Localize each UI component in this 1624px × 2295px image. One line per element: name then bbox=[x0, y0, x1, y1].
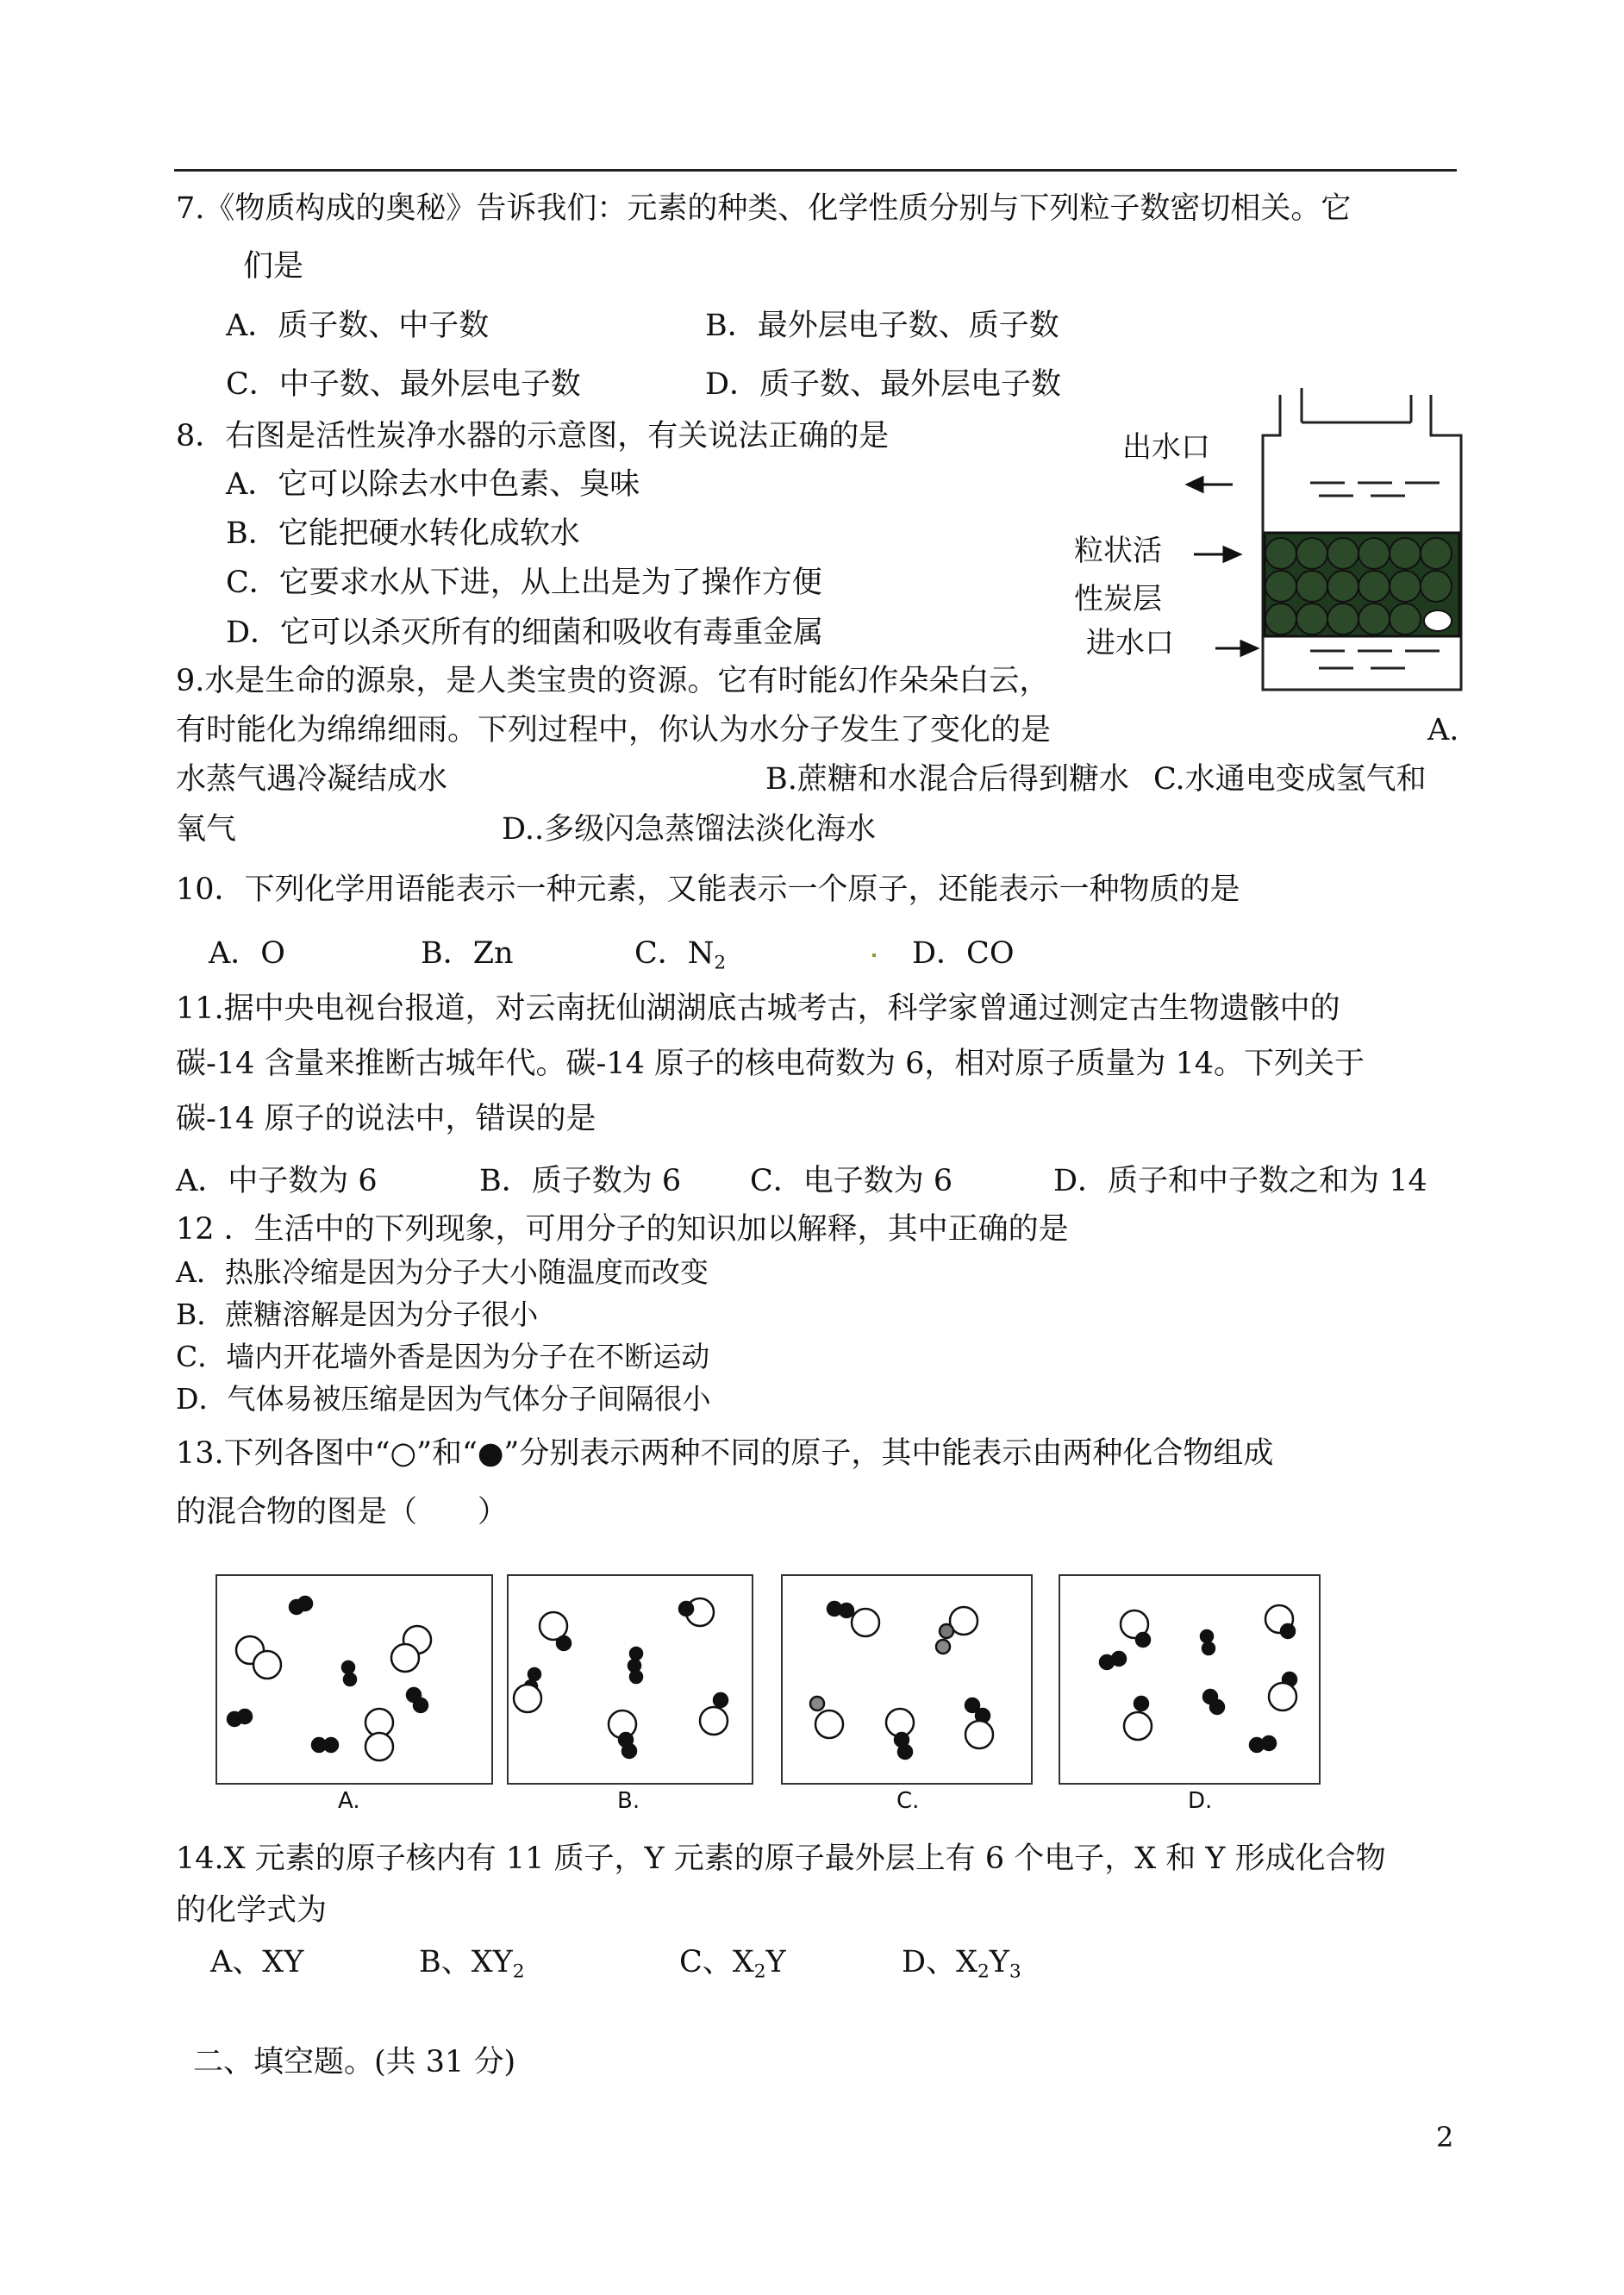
q12-stem: 12 ．生活中的下列现象，可用分子的知识加以解释，其中正确的是 bbox=[176, 1212, 1069, 1247]
figure-c-label: C. bbox=[896, 1788, 920, 1814]
figure-b-label: B. bbox=[617, 1788, 640, 1814]
figure-a-box bbox=[215, 1574, 493, 1785]
q9-line1: 9.水是生命的源泉，是人类宝贵的资源。它有时能幻作朵朵白云， bbox=[176, 664, 1050, 698]
q14-line1: 14.X 元素的原子核内有 11 质子，Y 元素的原子最外层上有 6 个电子，X 和 Y 形成化合物 bbox=[176, 1842, 1386, 1876]
q7-option-b: B．最外层电子数、质子数 bbox=[705, 309, 1059, 343]
q14-option-c: C、$X_2Y$ bbox=[679, 1945, 786, 1983]
section-2-heading: 二、填空题。(共 31 分) bbox=[193, 2045, 516, 2079]
q9-option-a: 水蒸气遇冷凝结成水 bbox=[176, 762, 448, 797]
q10-option-d: D．CO bbox=[912, 936, 1015, 971]
q11-option-c: C．电子数为 6 bbox=[750, 1164, 953, 1198]
q10-option-a: A．O bbox=[209, 936, 285, 971]
q9-option-d: D..多级闪急蒸馏法淡化海水 bbox=[502, 812, 877, 847]
q7-option-d: D．质子数、最外层电子数 bbox=[705, 367, 1062, 402]
q8-option-a: A．它可以除去水中色素、臭味 bbox=[226, 467, 640, 502]
carbon-layer-label-2: 性炭层 bbox=[1074, 582, 1162, 616]
q12-option-b: B．蔗糖溶解是因为分子很小 bbox=[176, 1298, 539, 1331]
q8-option-c: C．它要求水从下进，从上出是为了操作方便 bbox=[226, 566, 822, 600]
q11-line3: 碳-14 原子的说法中，错误的是 bbox=[176, 1102, 597, 1136]
q9-option-a-label: A. bbox=[1427, 713, 1459, 747]
figure-d-label: D. bbox=[1188, 1788, 1213, 1814]
figure-c-box bbox=[781, 1574, 1033, 1785]
q11-option-b: B．质子数为 6 bbox=[479, 1164, 682, 1198]
q14-option-a: A、XY bbox=[210, 1945, 304, 1979]
figure-a-label: A. bbox=[338, 1788, 360, 1814]
q9-line2: 有时能化为绵绵细雨。下列过程中，你认为水分子发生了变化的是 bbox=[176, 713, 1052, 747]
page-number: 2 bbox=[1436, 2121, 1454, 2154]
q11-option-d: D．质子和中子数之和为 14 bbox=[1053, 1164, 1427, 1198]
header-rule bbox=[174, 169, 1457, 172]
water-purifier-diagram bbox=[1060, 388, 1465, 707]
outlet-label: 出水口 bbox=[1122, 430, 1210, 465]
figure-d-box bbox=[1059, 1574, 1321, 1785]
q8-stem: 8．右图是活性炭净水器的示意图，有关说法正确的是 bbox=[176, 419, 890, 453]
q9-option-c-line2: 氧气 bbox=[176, 812, 237, 847]
q12-option-d: D．气体易被压缩是因为气体分子间隔很小 bbox=[176, 1382, 711, 1416]
q7-option-c: C．中子数、最外层电子数 bbox=[226, 367, 581, 402]
q9-option-b: B.蔗糖和水混合后得到糖水 bbox=[765, 762, 1129, 797]
q12-option-a: A．热胀冷缩是因为分子大小随温度而改变 bbox=[176, 1255, 709, 1289]
q14-option-b: B、$XY_2$ bbox=[419, 1945, 525, 1983]
inlet-label: 进水口 bbox=[1086, 626, 1174, 660]
q11-option-a: A．中子数为 6 bbox=[176, 1164, 378, 1198]
q13-line2: 的混合物的图是（ ） bbox=[176, 1495, 509, 1529]
q11-line2: 碳-14 含量来推断古城年代。碳-14 原子的核电荷数为 6，相对原子质量为 14。下列关于 bbox=[176, 1047, 1365, 1081]
q11-line1: 11.据中央电视台报道，对云南抚仙湖湖底古城考古，科学家曾通过测定古生物遗骸中的 bbox=[176, 991, 1340, 1026]
stray-mark bbox=[872, 954, 876, 957]
q14-line2: 的化学式为 bbox=[176, 1893, 328, 1928]
q9-option-c-line1: C.水通电变成氢气和 bbox=[1153, 762, 1427, 797]
q8-option-b: B．它能把硬水转化成软水 bbox=[226, 516, 580, 551]
q14-option-d: D、$X_2Y_3$ bbox=[902, 1945, 1021, 1983]
q10-option-c: C．$N_2$ bbox=[634, 936, 727, 974]
q10-option-b: B．Zn bbox=[421, 936, 514, 971]
figure-b-box bbox=[507, 1574, 753, 1785]
q8-option-d: D．它可以杀灭所有的细菌和吸收有毒重金属 bbox=[226, 616, 824, 650]
q7-stem-line1: 7.《物质构成的奥秘》告诉我们：元素的种类、化学性质分别与下列粒子数密切相关。它 bbox=[176, 191, 1352, 226]
q10-stem: 10．下列化学用语能表示一种元素，又能表示一个原子，还能表示一种物质的是 bbox=[176, 872, 1240, 907]
q12-option-c: C．墙内开花墙外香是因为分子在不断运动 bbox=[176, 1340, 710, 1373]
q7-stem-line2: 们是 bbox=[243, 249, 304, 284]
q13-line1: 13.下列各图中“○”和“●”分别表示两种不同的原子，其中能表示由两种化合物组成 bbox=[176, 1436, 1274, 1471]
q7-option-a: A．质子数、中子数 bbox=[226, 309, 490, 343]
carbon-layer-label-1: 粒状活 bbox=[1074, 534, 1162, 568]
